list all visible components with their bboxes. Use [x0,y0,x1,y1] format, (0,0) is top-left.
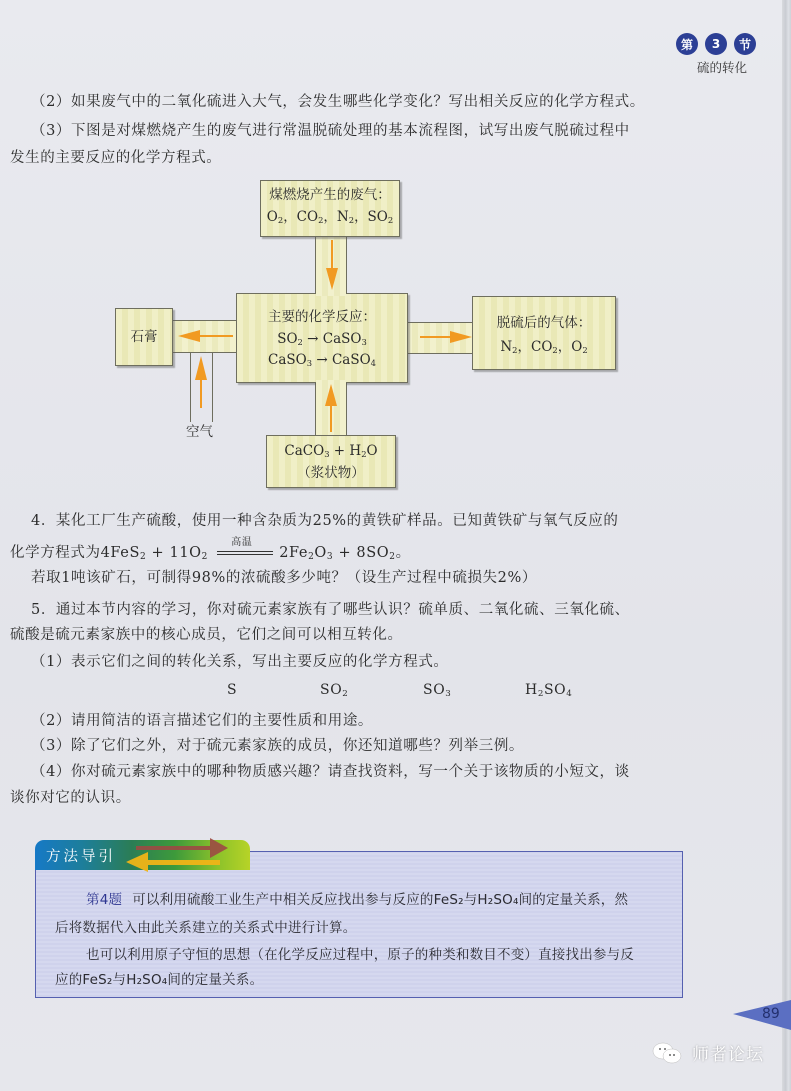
q4-equation: 化学方程式为$4FeS_2 + 11O_2$ 高温 $2Fe_2O_3 + 8SO_2$。 [10,537,411,563]
watermark [652,1040,764,1065]
q5-line2: 硫酸是硫元素家族中的核心成员，它们之间可以相互转化。 [10,627,403,643]
flow-arrows [0,0,791,500]
q5-part4-line1: （4）你对硫元素家族中的哪种物质感兴趣？请查找资料，写一个关于该物质的小短文，谈 [31,764,630,780]
species-s: S [227,682,238,698]
species-h2so4: $H_2SO_4$ [525,682,573,700]
badge-circle: 节 [734,33,756,55]
badge-number: 3 [705,33,727,55]
question-ref: 第4题 [86,892,123,908]
q5-part4-line2: 谈你对它的认识。 [10,790,131,806]
q5-line1: 5．通过本节内容的学习，你对硫元素家族有了哪些认识？硫单质、二氧化硫、三氧化硫、 [31,602,630,618]
reaction-1: $SO_2$ → CaSO$_3$ [277,331,367,348]
method-guide-label: 方法导引 [46,849,116,865]
flue-gas-list: $O_2$，$CO_2$，$N_2$，$SO_2$ [266,209,394,226]
wechat-icon [652,1041,682,1065]
clean-gas-title: 脱硫后的气体： [496,315,592,331]
q3-part3-line1: （3）下图是对煤燃烧产生的废气进行常温脱硫处理的基本流程图，试写出废气脱硫过程中 [31,123,630,139]
badge-circle: 第 [676,33,698,55]
species-so3: $SO_3$ [423,682,452,700]
q5-part1: （1）表示它们之间的转化关系，写出主要反应的化学方程式。 [31,654,449,670]
air-label: 空气 [186,424,213,440]
species-so2: $SO_2$ [320,682,349,700]
gypsum-label: 石膏 [130,329,158,345]
slurry-label: （浆状物） [297,465,365,481]
q4-line3: 若取1吨该矿石，可制得98%的浓硫酸多少吨？（设生产过程中硫损失2%） [31,570,537,586]
reaction-title: 主要的化学反应： [268,309,376,325]
page-number: 89 [762,1006,780,1022]
guide-para2-line2: 应的FeS₂与H₂SO₄间的定量关系。 [55,972,264,988]
q4-line1: 4．某化工厂生产硫酸，使用一种含杂质为25%的黄铁矿样品。已知黄铁矿与氧气反应的 [31,513,619,529]
q3-part3-line2: 发生的主要反应的化学方程式。 [10,150,222,166]
reaction-condition: 高温 [217,546,275,560]
q5-part3: （3）除了它们之外，对于硫元素家族的成员，你还知道哪些？列举三例。 [31,738,525,754]
slurry-formula: CaCO$_3$ + $H_2O$ [284,443,378,460]
guide-para1-line2: 后将数据代入由此关系建立的关系式中进行计算。 [55,920,357,936]
q5-part2: （2）请用简洁的语言描述它们的主要性质和用途。 [31,713,374,729]
reaction-2: CaSO$_3$ → CaSO$_4$ [268,352,376,369]
section-title: 硫的转化 [697,60,748,75]
guide-para2-line1: 也可以利用原子守恒的思想（在化学反应过程中，原子的种类和数目不变）直接找出参与反 [86,947,634,963]
clean-gas-list: $N_2$，$CO_2$，$O_2$ [500,339,588,356]
q3-part2: （2）如果废气中的二氧化硫进入大气，会发生哪些化学变化？写出相关反应的化学方程式。 [31,94,645,110]
watermark-text: 师者论坛 [692,1045,764,1065]
double-arrow-icon [100,834,250,874]
guide-para1-line1: 第4题 可以利用硫酸工业生产中相关反应找出参与反应的FeS₂与H₂SO₄间的定量关系，然 [86,892,629,908]
flue-gas-title: 煤燃烧产生的废气： [269,187,391,203]
desulfurization-flow-diagram [0,0,791,500]
